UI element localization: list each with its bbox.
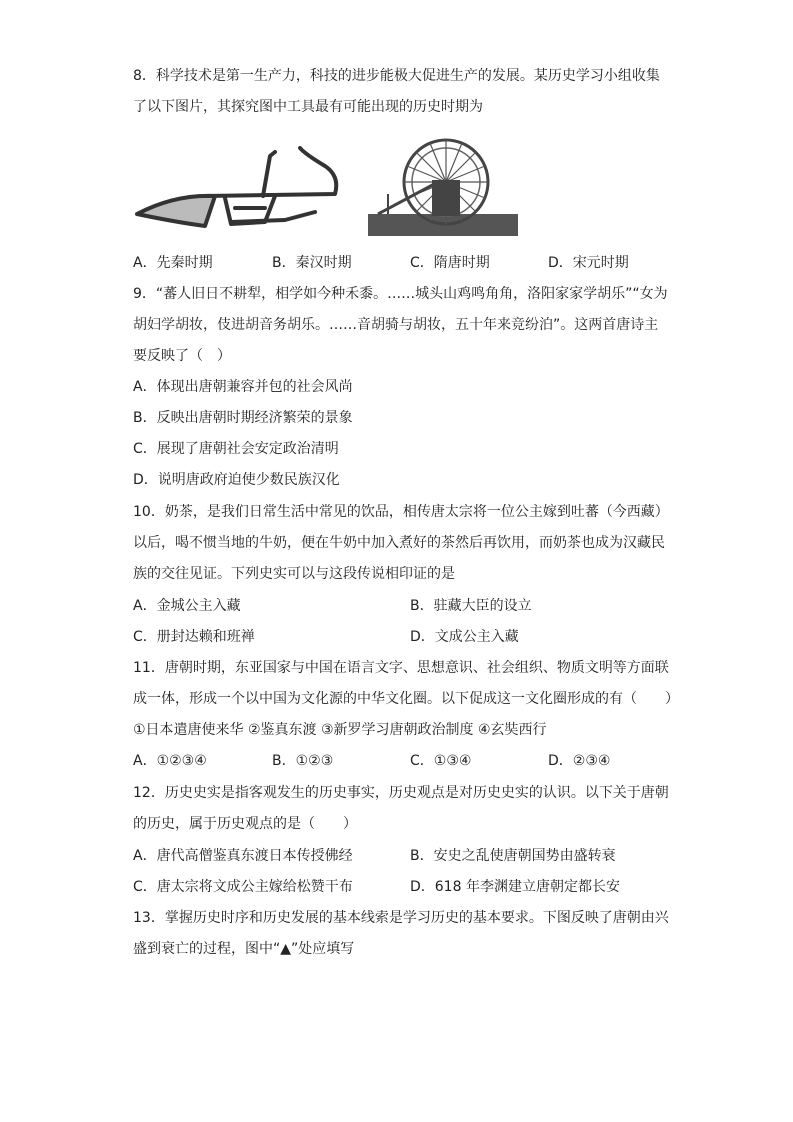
q10-option-b[interactable]: B．驻藏大臣的设立 — [410, 598, 532, 614]
q8-option-c[interactable]: C．隋唐时期 — [410, 255, 490, 271]
q9-option-b[interactable]: B．反映出唐朝时期经济繁荣的景象 — [133, 410, 353, 426]
q10-stem-line3: 族的交往见证。下列史实可以与这段传说相印证的是 — [133, 566, 455, 582]
q8-option-b[interactable]: B．秦汉时期 — [272, 255, 352, 271]
q10-stem-line1: 10．奶茶，是我们日常生活中常见的饮品，相传唐太宗将一位公主嫁到吐蕃（今西藏） — [133, 504, 669, 520]
waterwheel-drawing — [368, 136, 518, 236]
q11-items: ①日本遣唐使来华 ②鉴真东渡 ③新罗学习唐朝政治制度 ④玄奘西行 — [133, 722, 547, 738]
q13-stem-line2: 盛到衰亡的过程，图中“▲”处应填写 — [133, 941, 355, 957]
q9-option-c[interactable]: C．展现了唐朝社会安定政治清明 — [133, 441, 339, 457]
q11-stem-line1: 11．唐朝时期，东亚国家与中国在语言文字、思想意识、社会组织、物质文明等方面联 — [133, 660, 669, 676]
q12-option-a[interactable]: A．唐代高僧鉴真东渡日本传授佛经 — [133, 848, 353, 864]
q9-option-a[interactable]: A．体现出唐朝兼容并包的社会风尚 — [133, 379, 353, 395]
q11-stem-line2: 成一体，形成一个以中国为文化源的中华文化圈。以下促成这一文化圈形成的有（ ） — [133, 691, 679, 707]
waterwheel-image — [368, 136, 518, 236]
q13-stem-line1: 13．掌握历史时序和历史发展的基本线索是学习历史的基本要求。下图反映了唐朝由兴 — [133, 910, 669, 926]
q10-stem-line2: 以后，喝不惯当地的牛奶，便在牛奶中加入煮好的茶然后再饮用，而奶茶也成为汉藏民 — [133, 535, 665, 551]
q12-option-c[interactable]: C．唐太宗将文成公主嫁给松赞干布 — [133, 879, 353, 895]
q12-stem-line2: 的历史，属于历史观点的是（ ） — [133, 816, 357, 832]
q12-option-d[interactable]: D．618 年李渊建立唐朝定都长安 — [410, 879, 620, 895]
q11-option-c[interactable]: C．①③④ — [410, 753, 472, 769]
q11-option-a[interactable]: A．①②③④ — [133, 753, 207, 769]
q9-stem-line3: 要反映了（ ） — [133, 348, 231, 364]
q9-option-d[interactable]: D．说明唐政府迫使少数民族汉化 — [133, 472, 340, 488]
q11-option-d[interactable]: D．②③④ — [548, 753, 611, 769]
q10-option-d[interactable]: D．文成公主入藏 — [410, 629, 519, 645]
q8-option-a[interactable]: A．先秦时期 — [133, 255, 213, 271]
q11-option-b[interactable]: B．①②③ — [272, 753, 334, 769]
q10-option-a[interactable]: A．金城公主入藏 — [133, 598, 241, 614]
q8-option-d[interactable]: D．宋元时期 — [548, 255, 629, 271]
plow-drawing — [135, 146, 345, 236]
q9-stem-line1: 9．“蕃人旧日不耕犁，相学如今种禾黍。……城头山鸡鸣角角，洛阳家家学胡乐”“女为 — [133, 286, 668, 302]
q10-option-c[interactable]: C．册封达赖和班禅 — [133, 629, 255, 645]
q8-stem-line2: 了以下图片，其探究图中工具最有可能出现的历史时期为 — [133, 99, 483, 115]
q9-stem-line2: 胡妇学胡妆，伎进胡音务胡乐。……音胡骑与胡妆，五十年来竞纷泊”。这两首唐诗主 — [133, 317, 659, 333]
q8-stem-line1: 8．科学技术是第一生产力，科技的进步能极大促进生产的发展。某历史学习小组收集 — [133, 68, 660, 84]
q12-option-b[interactable]: B．安史之乱使唐朝国势由盛转衰 — [410, 848, 616, 864]
q12-stem-line1: 12．历史史实是指客观发生的历史事实，历史观点是对历史史实的认识。以下关于唐朝 — [133, 785, 669, 801]
plow-image — [135, 146, 345, 236]
